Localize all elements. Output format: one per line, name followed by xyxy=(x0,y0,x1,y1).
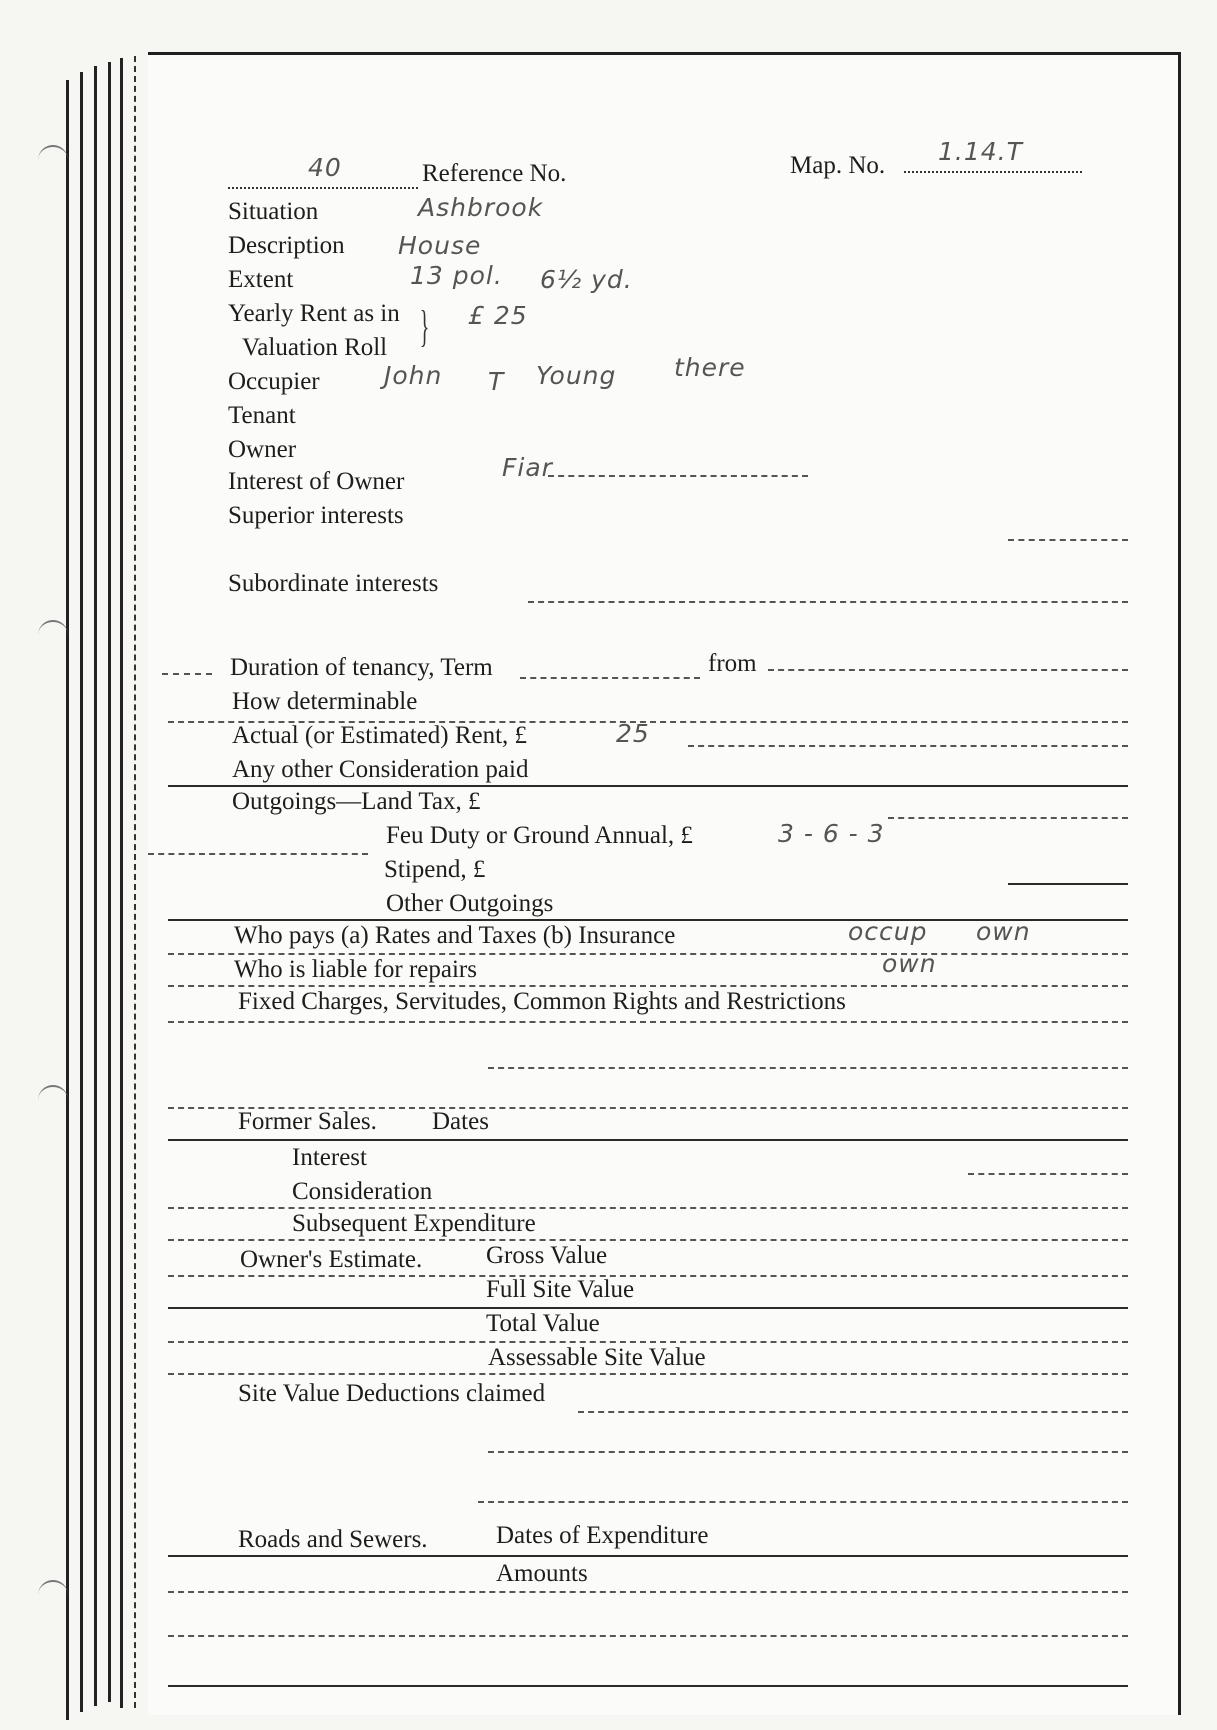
binding-edge xyxy=(108,62,111,1702)
former-sales-label: Former Sales. xyxy=(238,1108,377,1135)
stipend-label: Stipend, £ xyxy=(384,856,486,883)
who-pays-value-a: occup xyxy=(848,917,928,946)
repairs-value: own xyxy=(882,949,937,978)
punch-hole xyxy=(38,1085,68,1107)
site-value-deductions-line-1 xyxy=(578,1411,1128,1413)
occupier-value-2: T xyxy=(488,367,505,396)
binding-edge xyxy=(80,72,83,1712)
punch-hole xyxy=(38,620,68,642)
former-sales-dates-label: Dates xyxy=(432,1108,489,1135)
extent-value-1: 13 pol. xyxy=(410,261,503,290)
extent-label: Extent xyxy=(228,266,294,293)
interest-of-owner-label: Interest of Owner xyxy=(228,468,405,495)
binding-edge xyxy=(66,80,69,1720)
binding-edge xyxy=(94,66,97,1706)
description-label: Description xyxy=(228,232,345,259)
reference-no-label: Reference No. xyxy=(422,160,567,187)
assessable-site-value-label: Assessable Site Value xyxy=(488,1344,706,1371)
extent-value-2: 6½ yd. xyxy=(540,265,633,294)
situation-label: Situation xyxy=(228,198,319,225)
feu-duty-line-left xyxy=(148,853,368,855)
duration-label: Duration of tenancy, Term xyxy=(230,654,493,681)
fixed-charges-label: Fixed Charges, Servitudes, Common Rights and Restrictions xyxy=(238,988,846,1015)
outgoings-label: Outgoings—Land Tax, £ xyxy=(232,788,481,815)
full-site-value-line xyxy=(168,1307,1128,1309)
gross-value-line xyxy=(168,1275,1128,1277)
map-no-label: Map. No. xyxy=(790,152,886,179)
former-sales-interest-label: Interest xyxy=(292,1144,367,1171)
description-value: House xyxy=(398,231,482,260)
former-sales-subsequent-line xyxy=(168,1239,1128,1241)
full-site-value-label: Full Site Value xyxy=(486,1276,635,1303)
occupier-value-4: there xyxy=(674,353,746,382)
superior-interests-line xyxy=(1008,539,1128,541)
fixed-charges-line-1 xyxy=(168,1021,1128,1023)
punch-hole xyxy=(38,1580,68,1602)
map-no-line xyxy=(904,171,1082,173)
subordinate-interests-label: Subordinate interests xyxy=(228,570,439,597)
gross-value-label: Gross Value xyxy=(486,1242,608,1269)
site-value-deductions-line-3 xyxy=(478,1501,1128,1503)
interest-of-owner-line xyxy=(548,475,808,477)
other-consideration-label: Any other Consideration paid xyxy=(232,756,529,783)
total-value-label: Total Value xyxy=(486,1310,600,1337)
yearly-rent-label-2: Valuation Roll xyxy=(242,334,388,361)
occupier-value-1: John xyxy=(384,361,443,390)
site-value-deductions-line-2 xyxy=(488,1451,1128,1453)
reference-no-value: 40 xyxy=(308,153,342,182)
actual-rent-value: 25 xyxy=(616,719,650,748)
roads-sewers-dates-label: Dates of Expenditure xyxy=(496,1522,709,1549)
situation-value: Ashbrook xyxy=(418,193,544,222)
actual-rent-line xyxy=(688,745,1128,747)
binding-edge xyxy=(134,56,139,1708)
occupier-label: Occupier xyxy=(228,368,320,395)
interest-of-owner-value: Fiar xyxy=(502,453,553,482)
form-page xyxy=(148,52,1181,1715)
roads-sewers-dates-line xyxy=(168,1555,1128,1557)
duration-term-line xyxy=(520,677,700,679)
former-sales-subsequent-label: Subsequent Expenditure xyxy=(292,1210,536,1237)
former-sales-consideration-label: Consideration xyxy=(292,1178,433,1205)
owner-label: Owner xyxy=(228,436,297,463)
yearly-rent-label-1: Yearly Rent as in xyxy=(228,300,400,327)
repairs-label: Who is liable for repairs xyxy=(234,956,477,983)
duration-line-left xyxy=(162,673,212,675)
yearly-rent-value: £ 25 xyxy=(468,301,528,330)
bottom-line xyxy=(168,1685,1128,1687)
tenant-label: Tenant xyxy=(228,402,296,429)
outgoings-line xyxy=(888,817,1128,819)
how-determinable-label: How determinable xyxy=(232,688,418,715)
former-sales-dates-line xyxy=(168,1139,1128,1141)
other-outgoings-label: Other Outgoings xyxy=(386,890,554,917)
assessable-site-value-line xyxy=(168,1373,1128,1375)
stipend-line xyxy=(1008,883,1128,885)
roads-sewers-amounts-label: Amounts xyxy=(496,1560,588,1587)
roads-sewers-label: Roads and Sewers. xyxy=(238,1526,428,1553)
who-pays-label: Who pays (a) Rates and Taxes (b) Insurance xyxy=(234,922,676,949)
subordinate-interests-line xyxy=(528,601,1128,603)
superior-interests-label: Superior interests xyxy=(228,502,404,529)
fixed-charges-line-2 xyxy=(488,1067,1128,1069)
duration-from-label: from xyxy=(708,650,757,677)
who-pays-value-b: own xyxy=(976,917,1031,946)
punch-hole xyxy=(38,145,68,167)
feu-duty-label: Feu Duty or Ground Annual, £ xyxy=(386,822,693,849)
reference-no-line xyxy=(228,187,418,189)
former-sales-interest-line xyxy=(968,1173,1128,1175)
actual-rent-label: Actual (or Estimated) Rent, £ xyxy=(232,722,528,749)
owners-estimate-label: Owner's Estimate. xyxy=(240,1246,423,1273)
yearly-rent-brace: } xyxy=(419,302,430,351)
roads-sewers-line-2 xyxy=(168,1635,1128,1637)
occupier-value-3: Young xyxy=(536,361,617,390)
roads-sewers-amounts-line xyxy=(168,1591,1128,1593)
feu-duty-value: 3 - 6 - 3 xyxy=(778,819,885,848)
site-value-deductions-label: Site Value Deductions claimed xyxy=(238,1380,546,1407)
map-no-value: 1.14.T xyxy=(938,137,1023,166)
duration-from-line xyxy=(768,669,1128,671)
binding-edge xyxy=(120,58,123,1708)
